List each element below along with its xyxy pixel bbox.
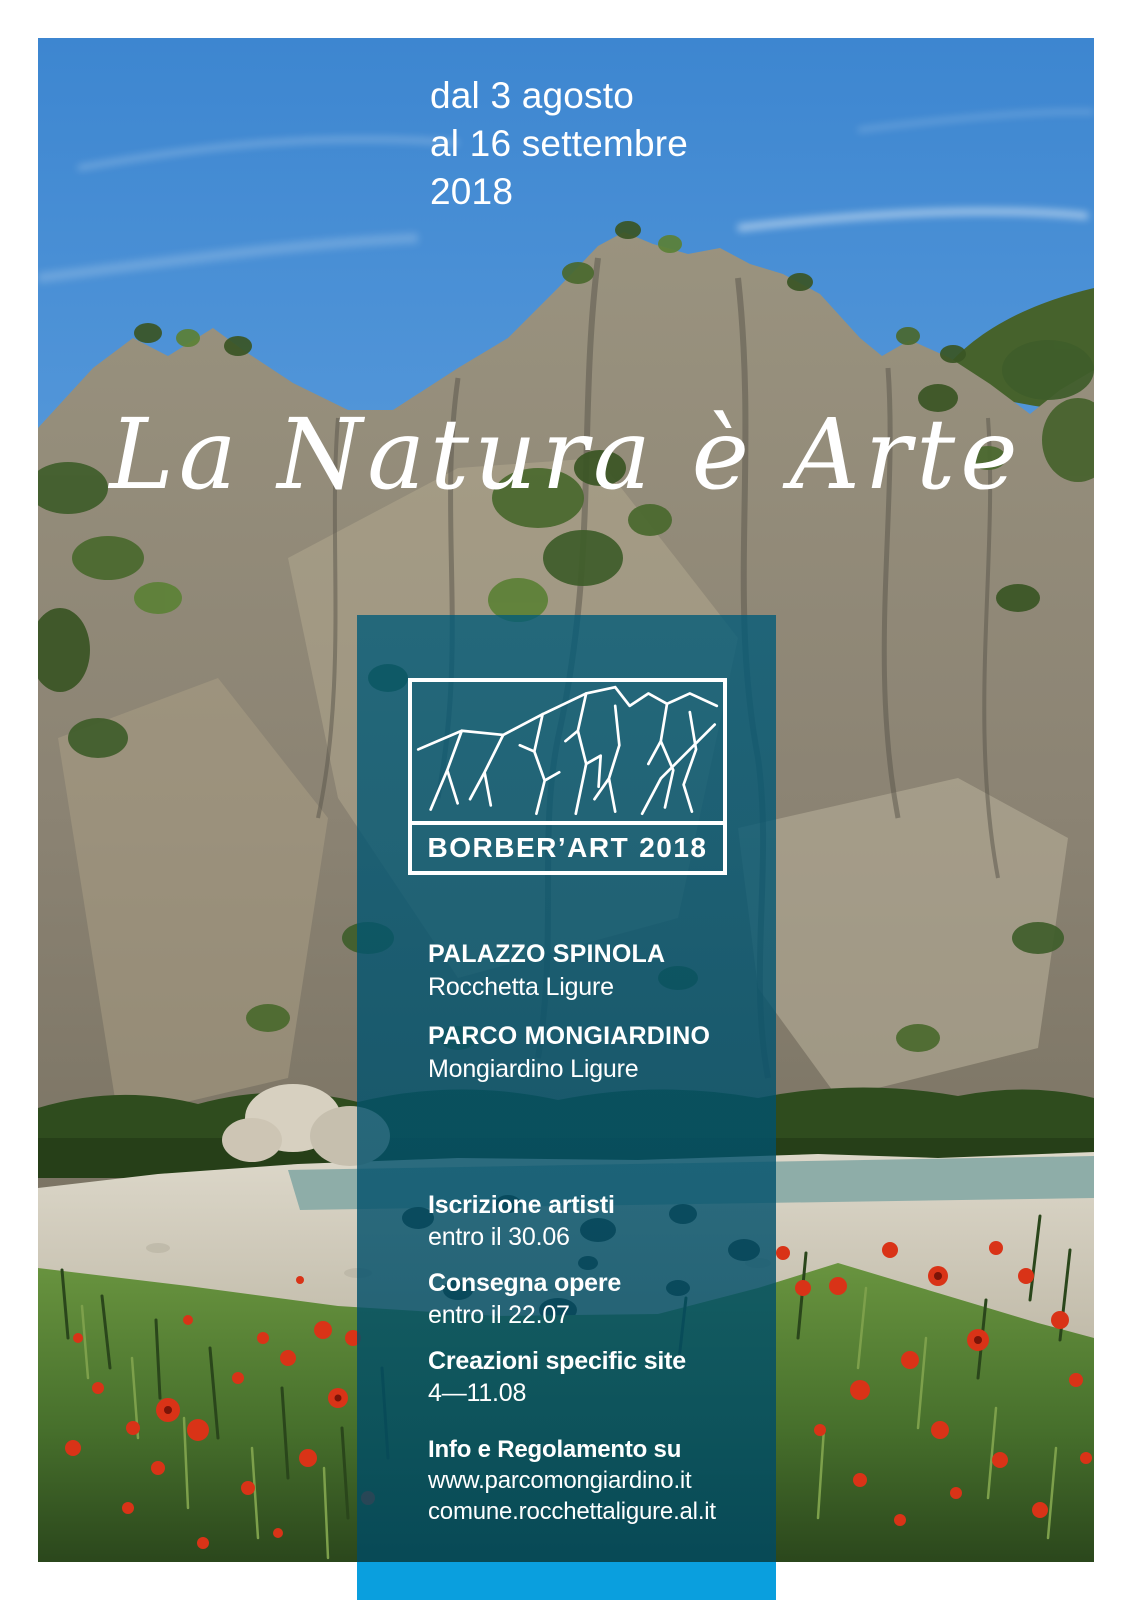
deadline-label: Iscrizione artisti <box>428 1191 615 1219</box>
deadline-label: Creazioni specific site <box>428 1347 686 1375</box>
deadline-value: entro il 22.07 <box>428 1301 570 1329</box>
logo-year: 2018 <box>639 832 708 863</box>
date-line: al 16 settembre <box>430 123 689 164</box>
info-label: Info e Regolamento su <box>428 1436 682 1463</box>
venue <box>428 1020 710 1086</box>
accent-bottom-bar <box>357 1562 776 1600</box>
venue-name: PARCO MONGIARDINO <box>428 1022 711 1050</box>
deadline-item <box>428 1267 686 1331</box>
logo-name: BORBER’ART <box>427 832 630 863</box>
teal-overlay-panel <box>357 615 776 1562</box>
logo-wordmark <box>412 821 723 871</box>
deadline-label: Consegna opere <box>428 1269 622 1297</box>
deadline-value: 4—11.08 <box>428 1379 527 1407</box>
mountain-sketch-icon <box>412 682 723 821</box>
date-line: dal 3 agosto <box>430 75 635 116</box>
info-url: www.parcomongiardino.it <box>428 1467 692 1494</box>
deadlines-list <box>428 1189 686 1423</box>
headline-script: La Natura è Arte <box>109 398 1023 511</box>
deadline-item <box>428 1345 686 1409</box>
venue-name: PALAZZO SPINOLA <box>428 940 666 968</box>
borberart-logo <box>408 678 727 875</box>
venue-location: Rocchetta Ligure <box>428 973 614 1001</box>
date-range <box>430 72 688 216</box>
info-block <box>428 1434 716 1527</box>
info-url: comune.rocchettaligure.al.it <box>428 1498 716 1525</box>
venues-list <box>428 938 710 1102</box>
date-line: 2018 <box>430 171 514 212</box>
deadline-item <box>428 1189 686 1253</box>
venue-location: Mongiardino Ligure <box>428 1055 639 1083</box>
deadline-value: entro il 30.06 <box>428 1223 570 1251</box>
venue <box>428 938 710 1004</box>
